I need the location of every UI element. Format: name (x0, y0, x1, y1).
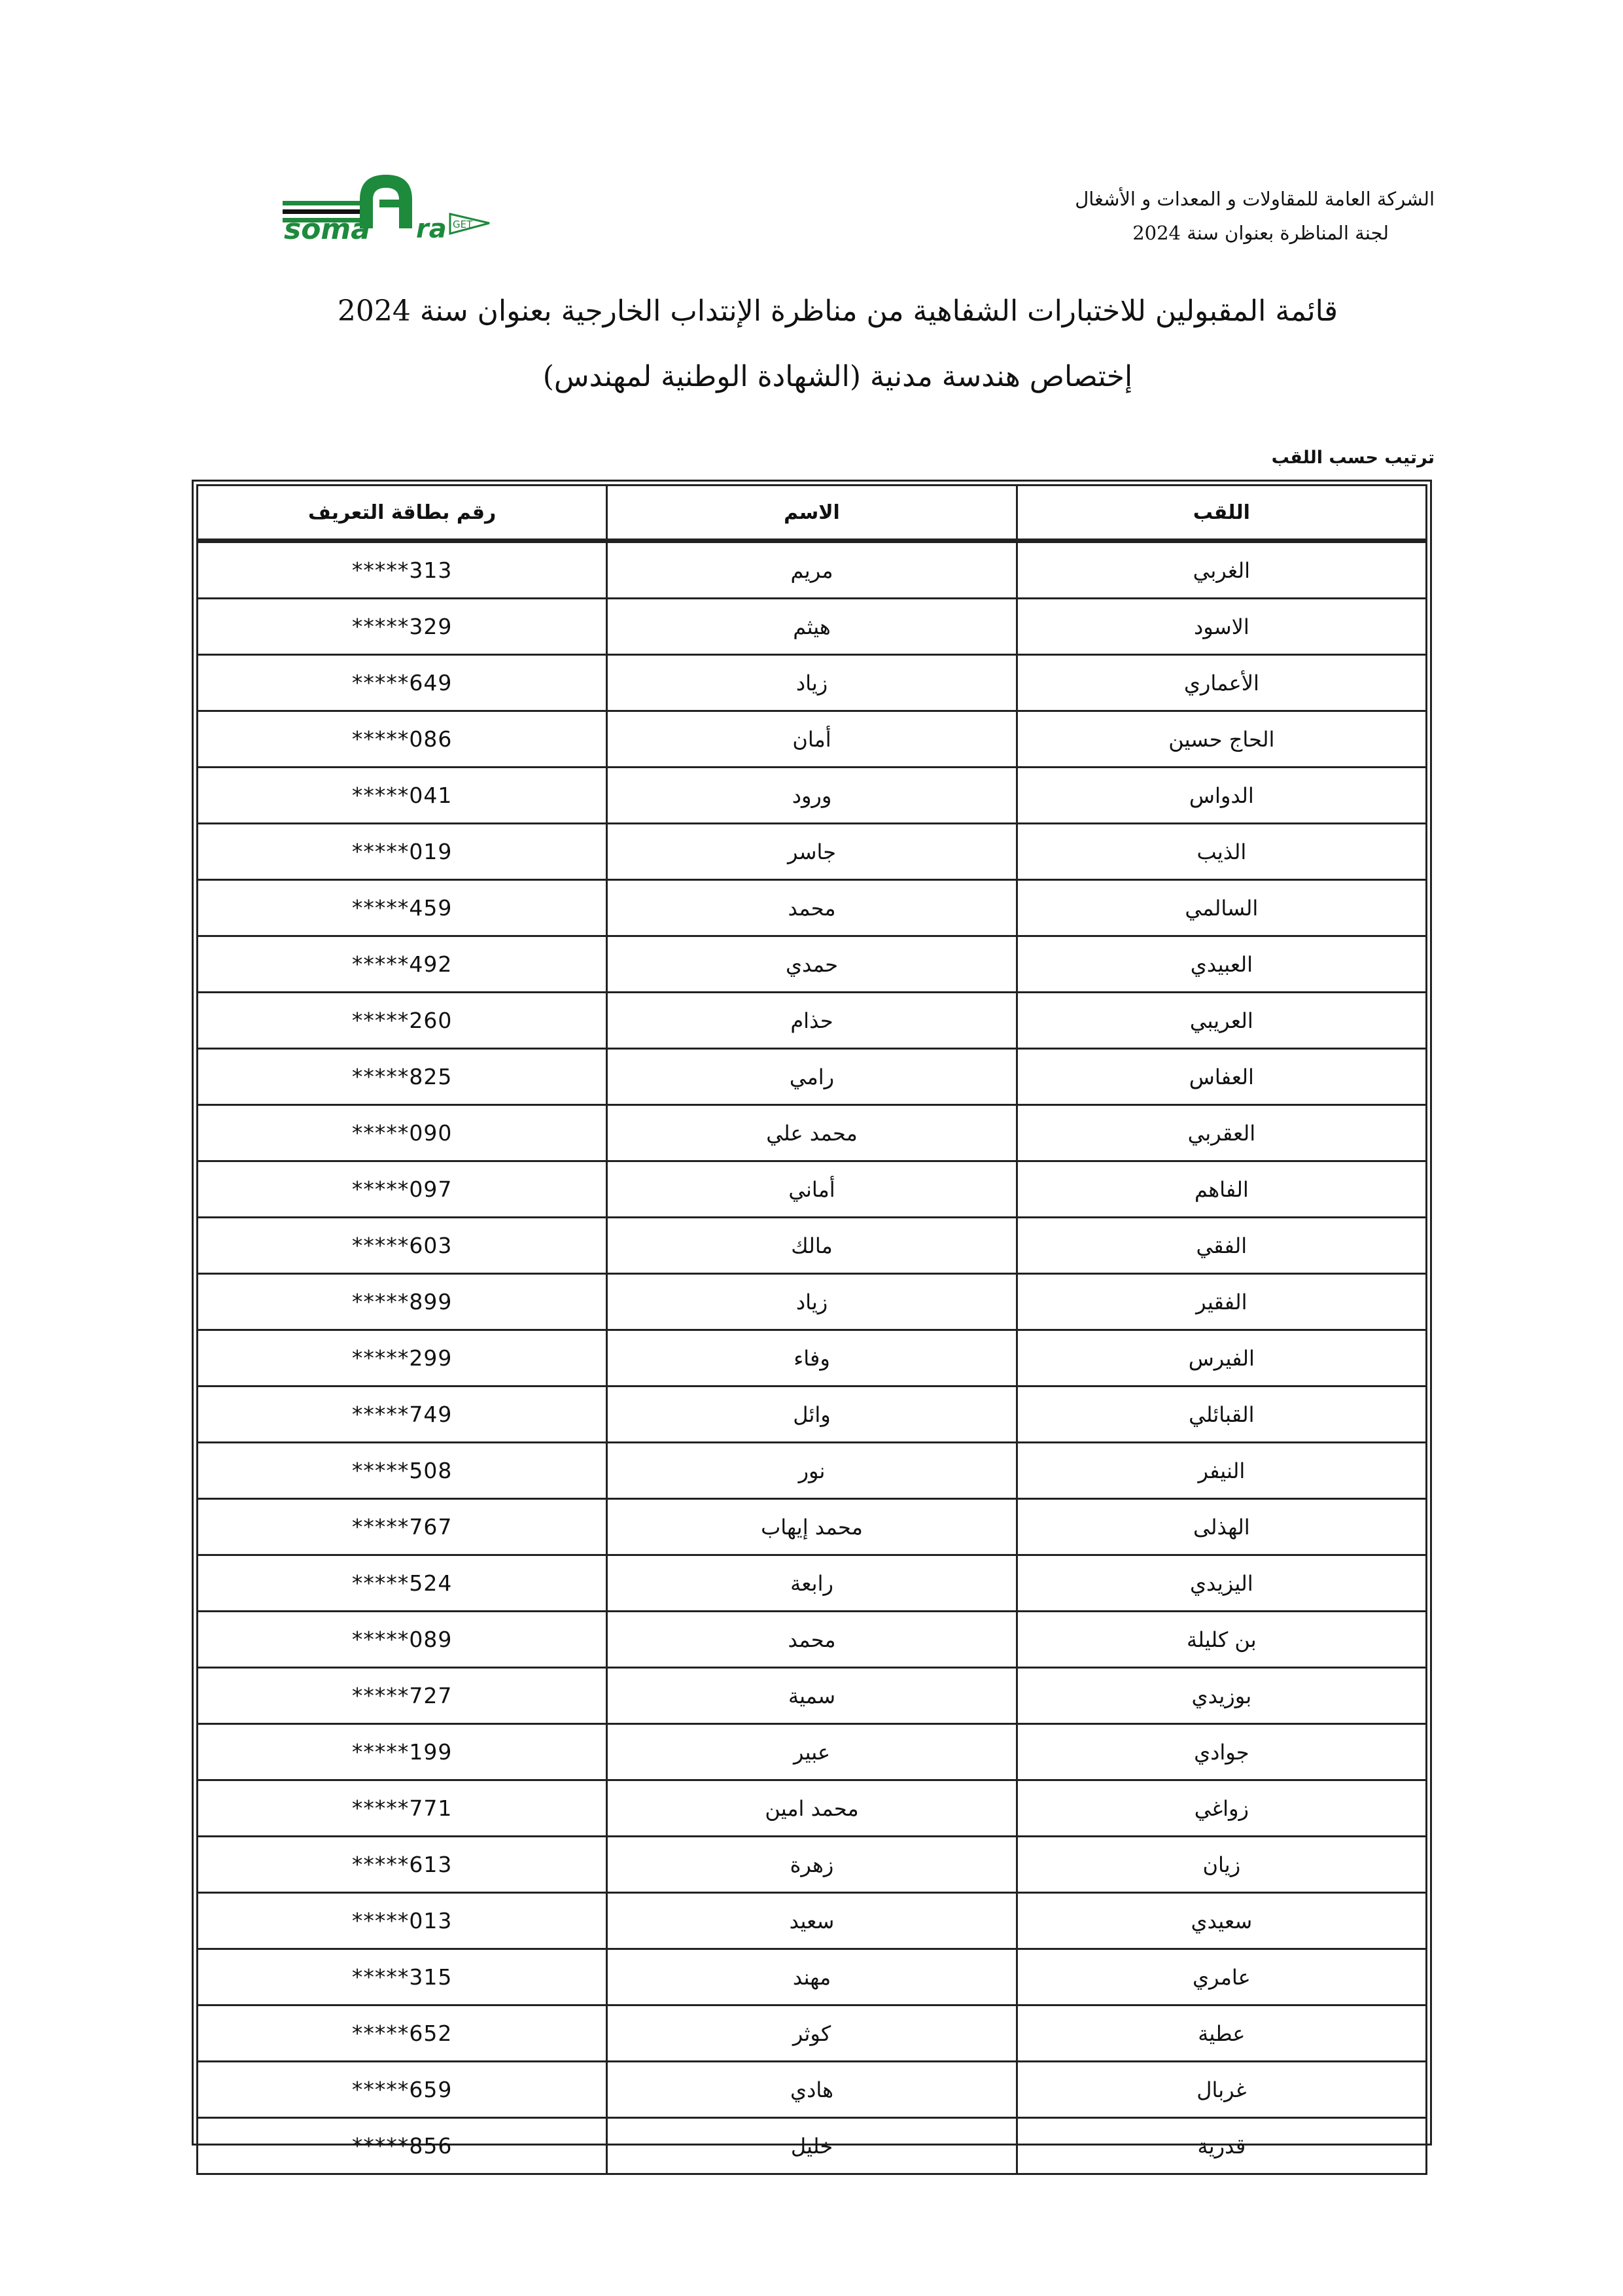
table-row (198, 1499, 1427, 1555)
id-cell: *****492 (198, 936, 607, 993)
id-cell: *****086 (198, 711, 607, 768)
table-row (198, 711, 1427, 768)
table-row (198, 880, 1427, 936)
page-subtitle: إختصاص هندسة مدنية (الشهادة الوطنية لمهندس) (542, 360, 1133, 393)
id-cell: *****089 (198, 1612, 607, 1668)
table-row (198, 1105, 1427, 1161)
page-title: قائمة المقبولين للاختبارات الشفاهية من مناظرة الإنتداب الخارجية بعنوان سنة 2024 (337, 294, 1338, 328)
table-row (198, 1555, 1427, 1612)
name-cell: مهند (607, 1949, 1017, 2005)
name-cell: محمد (607, 880, 1017, 936)
name-cell: نور (607, 1443, 1017, 1499)
name-cell: مالك (607, 1218, 1017, 1274)
surname-cell: الاسود (1017, 599, 1426, 655)
surname-cell: بن كليلة (1017, 1612, 1426, 1668)
table-row (198, 655, 1427, 711)
surname-cell: الفقي (1017, 1218, 1426, 1274)
id-cell: *****013 (198, 1893, 607, 1949)
somatra-logo-icon (281, 160, 491, 245)
id-cell: *****613 (198, 1837, 607, 1893)
id-cell: *****508 (198, 1443, 607, 1499)
org-name: الشركة العامة للمقاولات و المعدات و الأشغال (1075, 188, 1435, 210)
surname-cell: الغربي (1017, 541, 1426, 599)
name-cell: وائل (607, 1386, 1017, 1443)
organization-header (977, 182, 1435, 250)
surname-cell: العبيدي (1017, 936, 1426, 993)
id-cell: *****856 (198, 2118, 607, 2174)
svg-text:GET: GET (453, 219, 473, 230)
surname-cell: السالمي (1017, 880, 1426, 936)
name-cell: مريم (607, 541, 1017, 599)
surname-cell: الفيرس (1017, 1330, 1426, 1386)
candidates-table-frame (192, 480, 1432, 2159)
surname-cell: عطية (1017, 2005, 1426, 2062)
id-cell: *****019 (198, 824, 607, 880)
table-row (198, 1780, 1427, 1837)
table-row (198, 1049, 1427, 1105)
id-cell: *****659 (198, 2062, 607, 2118)
table-row (198, 1612, 1427, 1668)
id-cell: *****652 (198, 2005, 607, 2062)
name-cell: حمدي (607, 936, 1017, 993)
table-row (198, 1949, 1427, 2005)
id-cell: *****649 (198, 655, 607, 711)
name-cell: زهرة (607, 1837, 1017, 1893)
id-cell: *****315 (198, 1949, 607, 2005)
surname-cell: العقربي (1017, 1105, 1426, 1161)
table-row (198, 2005, 1427, 2062)
company-logo (281, 160, 491, 245)
surname-cell: عامري (1017, 1949, 1426, 2005)
committee-name: لجنة المناظرة بعنوان سنة 2024 (1132, 222, 1389, 244)
name-cell: زياد (607, 655, 1017, 711)
column-header-id: رقم بطاقة التعريف (198, 486, 607, 541)
table-row (198, 1443, 1427, 1499)
table-row (198, 1724, 1427, 1780)
table-row (198, 936, 1427, 993)
name-cell: خليل (607, 2118, 1017, 2174)
table-row (198, 1837, 1427, 1893)
id-cell: *****749 (198, 1386, 607, 1443)
id-cell: *****603 (198, 1218, 607, 1274)
id-cell: *****771 (198, 1780, 607, 1837)
surname-cell: قدرية (1017, 2118, 1426, 2174)
id-cell: *****329 (198, 599, 607, 655)
id-cell: *****090 (198, 1105, 607, 1161)
name-cell: زياد (607, 1274, 1017, 1330)
id-cell: *****727 (198, 1668, 607, 1724)
surname-cell: الأعماري (1017, 655, 1426, 711)
table-row (198, 1274, 1427, 1330)
table-row (198, 768, 1427, 824)
name-cell: جاسر (607, 824, 1017, 880)
table-row (198, 1893, 1427, 1949)
table-row (198, 824, 1427, 880)
id-cell: *****299 (198, 1330, 607, 1386)
id-cell: *****825 (198, 1049, 607, 1105)
svg-text:ra: ra (416, 214, 447, 244)
table-row (198, 1161, 1427, 1218)
name-cell: وفاء (607, 1330, 1017, 1386)
id-cell: *****524 (198, 1555, 607, 1612)
name-cell: هيثم (607, 599, 1017, 655)
surname-cell: القبائلي (1017, 1386, 1426, 1443)
id-cell: *****199 (198, 1724, 607, 1780)
surname-cell: غربال (1017, 2062, 1426, 2118)
column-header-surname: اللقب (1017, 486, 1426, 541)
surname-cell: الفاهم (1017, 1161, 1426, 1218)
table-row (198, 599, 1427, 655)
name-cell: أماني (607, 1161, 1017, 1218)
surname-cell: زيان (1017, 1837, 1426, 1893)
name-cell: عبير (607, 1724, 1017, 1780)
table-row (198, 993, 1427, 1049)
candidates-table (196, 484, 1427, 2175)
table-body (198, 541, 1427, 2174)
svg-text:soma: soma (284, 213, 370, 245)
sort-note: ترتيب حسب اللقب (1271, 448, 1435, 468)
surname-cell: بوزيدي (1017, 1668, 1426, 1724)
surname-cell: زواغي (1017, 1780, 1426, 1837)
table-row (198, 541, 1427, 599)
surname-cell: الهذلى (1017, 1499, 1426, 1555)
table-header-row (198, 486, 1427, 541)
name-cell: محمد امين (607, 1780, 1017, 1837)
name-cell: رابعة (607, 1555, 1017, 1612)
table-row (198, 2062, 1427, 2118)
surname-cell: العفاس (1017, 1049, 1426, 1105)
name-cell: أمان (607, 711, 1017, 768)
name-cell: سمية (607, 1668, 1017, 1724)
name-cell: سعيد (607, 1893, 1017, 1949)
name-cell: ورود (607, 768, 1017, 824)
name-cell: هادي (607, 2062, 1017, 2118)
id-cell: *****041 (198, 768, 607, 824)
surname-cell: الذيب (1017, 824, 1426, 880)
surname-cell: جوادي (1017, 1724, 1426, 1780)
name-cell: حذام (607, 993, 1017, 1049)
surname-cell: النيفر (1017, 1443, 1426, 1499)
surname-cell: الحاج حسين (1017, 711, 1426, 768)
surname-cell: اليزيدي (1017, 1555, 1426, 1612)
surname-cell: الدواس (1017, 768, 1426, 824)
name-cell: رامي (607, 1049, 1017, 1105)
name-cell: محمد (607, 1612, 1017, 1668)
name-cell: محمد إيهاب (607, 1499, 1017, 1555)
table-row (198, 2118, 1427, 2174)
table-row (198, 1668, 1427, 1724)
id-cell: *****097 (198, 1161, 607, 1218)
id-cell: *****767 (198, 1499, 607, 1555)
surname-cell: الفقير (1017, 1274, 1426, 1330)
id-cell: *****313 (198, 541, 607, 599)
table-row (198, 1330, 1427, 1386)
id-cell: *****260 (198, 993, 607, 1049)
name-cell: كوثر (607, 2005, 1017, 2062)
id-cell: *****459 (198, 880, 607, 936)
id-cell: *****899 (198, 1274, 607, 1330)
surname-cell: سعيدي (1017, 1893, 1426, 1949)
name-cell: محمد علي (607, 1105, 1017, 1161)
column-header-name: الاسم (607, 486, 1017, 541)
table-row (198, 1386, 1427, 1443)
table-row (198, 1218, 1427, 1274)
surname-cell: العريبي (1017, 993, 1426, 1049)
